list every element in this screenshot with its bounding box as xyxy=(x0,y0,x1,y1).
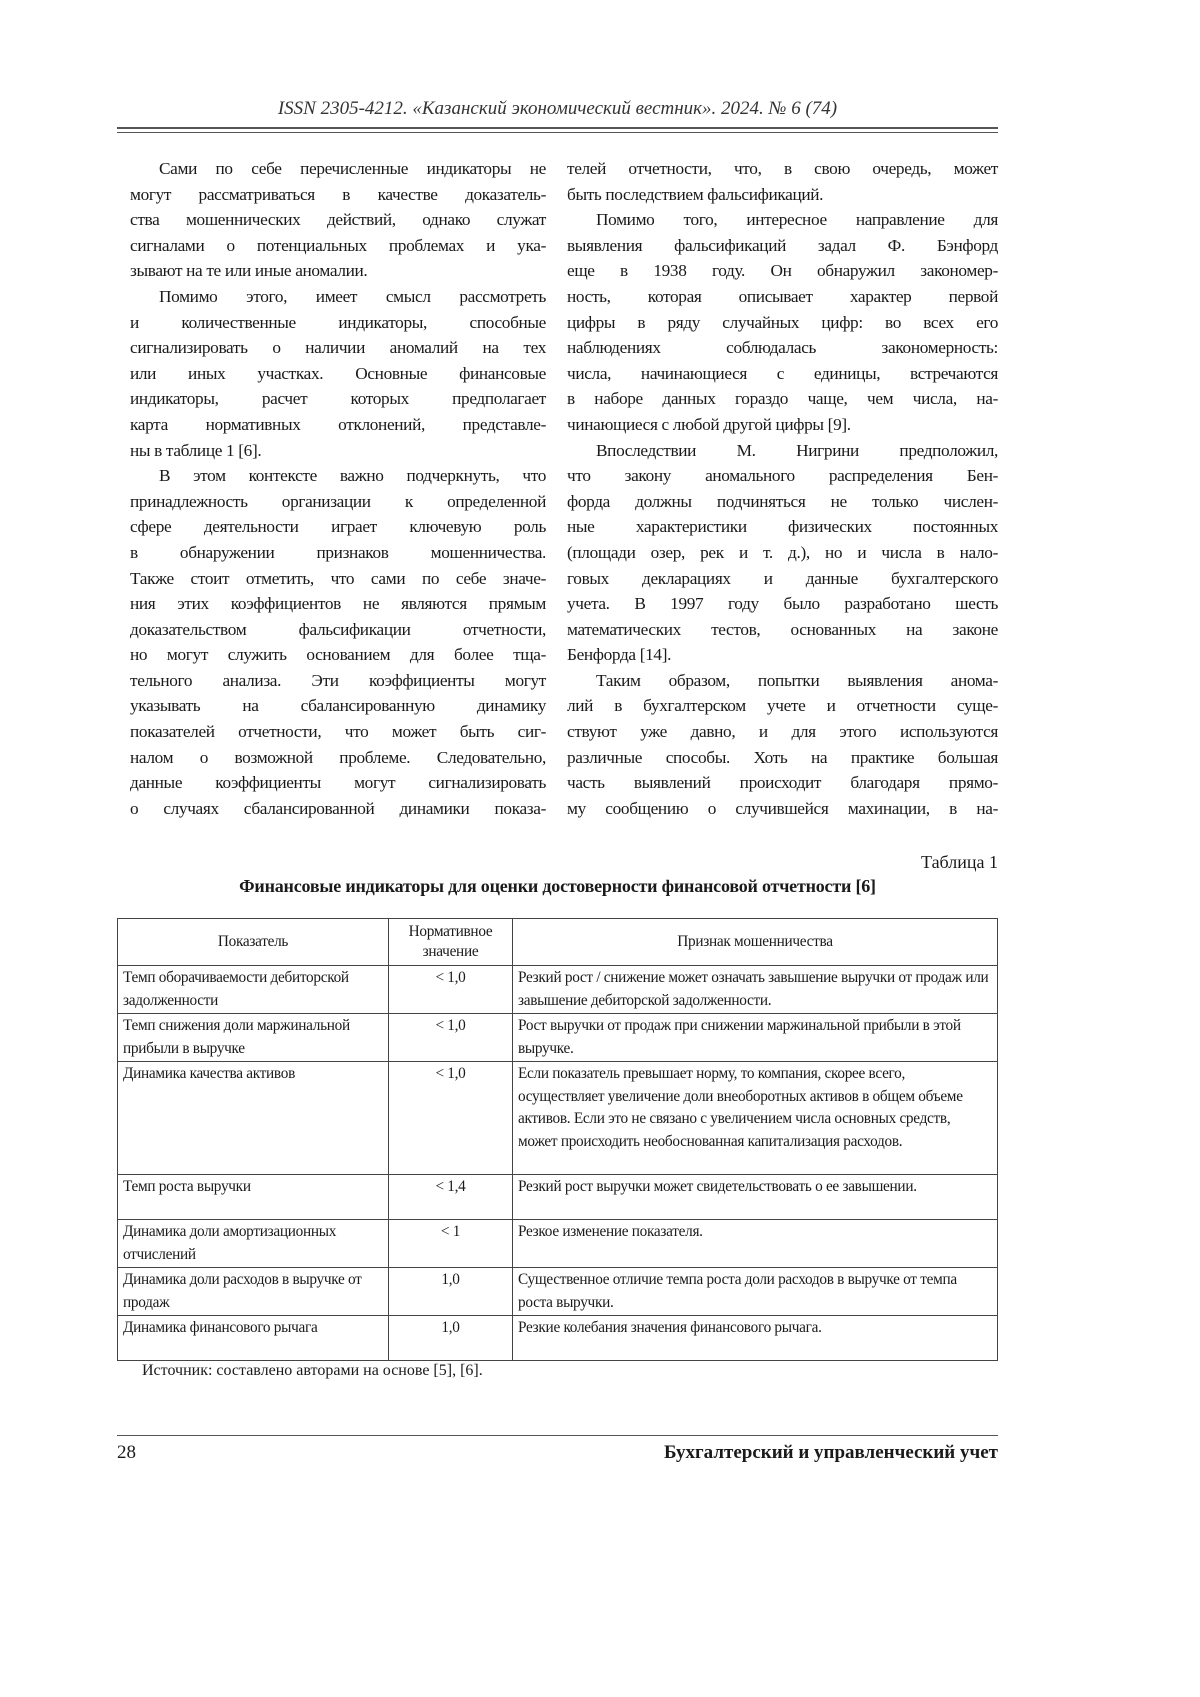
fraud-sign-cell: Резкое изменение показателя. xyxy=(513,1220,998,1268)
text-line: ствуют уже давно, и для этого используются xyxy=(567,722,998,742)
fraud-sign-cell: Резкий рост / снижение может означать завышение выручки от продаж или завышение дебиторской задолженности. xyxy=(513,966,998,1014)
table-header-row xyxy=(118,919,998,966)
text-line: доказательством фальсификации отчетности, xyxy=(130,619,546,639)
fraud-sign-cell: Существенное отличие темпа роста доли расходов в выручке от темпа роста выручки. xyxy=(513,1268,998,1316)
text-line: числа, начинающиеся с единицы, встречаются xyxy=(567,363,998,383)
indicator-cell: Темп оборачиваемости дебиторской задолженности xyxy=(118,966,389,1014)
table-row xyxy=(118,1220,998,1268)
text-line: му сообщению о случившейся махинации, в на- xyxy=(567,798,998,818)
text-line: различные способы. Хоть на практике большая xyxy=(567,747,998,767)
text-line: Сами по себе перечисленные индикаторы не xyxy=(159,159,546,178)
indicator-cell: Динамика доли расходов в выручке от продаж xyxy=(118,1268,389,1316)
text-line: лий в бухгалтерском учете и отчетности суще- xyxy=(567,696,998,716)
text-line: о случаях сбалансированной динамики показа- xyxy=(130,798,546,818)
table-row xyxy=(118,1014,998,1062)
text-line: ны в таблице 1 [6]. xyxy=(130,440,262,460)
left-text-column xyxy=(130,156,546,821)
text-line: в наборе данных гораздо чаще, чем числа, на- xyxy=(567,389,998,409)
right-text-column xyxy=(567,156,998,821)
text-line: цифры в ряду случайных цифр: во всех его xyxy=(567,312,998,332)
norm-cell: < 1,4 xyxy=(389,1175,513,1220)
table-row xyxy=(118,1062,998,1175)
text-line: Таким образом, попытки выявления анома- xyxy=(596,670,998,690)
norm-cell: < 1 xyxy=(389,1220,513,1268)
header-indicator: Показатель xyxy=(118,919,389,966)
text-line: ства мошеннических действий, однако служат xyxy=(130,210,546,230)
text-line: но могут служить основанием для более тща- xyxy=(130,645,546,665)
indicator-cell: Темп роста выручки xyxy=(118,1175,389,1220)
text-line: говых декларациях и данные бухгалтерского xyxy=(567,568,998,588)
text-line: В этом контексте важно подчеркнуть, что xyxy=(159,466,546,486)
table-row xyxy=(118,1316,998,1361)
text-line: еще в 1938 году. Он обнаружил закономер- xyxy=(567,261,998,281)
text-line: сфере деятельности играет ключевую роль xyxy=(130,517,546,537)
norm-cell: < 1,0 xyxy=(389,966,513,1014)
text-line: сигнализировать о наличии аномалий на тех xyxy=(130,338,546,358)
table-row xyxy=(118,1175,998,1220)
text-line: Бенфорда [14]. xyxy=(567,645,672,665)
norm-cell: < 1,0 xyxy=(389,1062,513,1175)
text-line: или иных участках. Основные финансовые xyxy=(130,363,546,383)
text-line: чинающиеся с любой другой цифры [9]. xyxy=(567,414,851,434)
text-line: индикаторы, расчет которых предполагает xyxy=(130,389,546,409)
indicators-table xyxy=(117,918,998,1361)
text-line: налом о возможной проблеме. Следовательно, xyxy=(130,747,546,767)
text-line: ность, которая описывает характер первой xyxy=(567,286,998,306)
section-title: Бухгалтерский и управленческий учет xyxy=(663,1442,998,1463)
norm-cell: 1,0 xyxy=(389,1268,513,1316)
indicator-cell: Динамика финансового рычага xyxy=(118,1316,389,1361)
norm-cell: 1,0 xyxy=(389,1316,513,1361)
text-line: тельного анализа. Эти коэффициенты могут xyxy=(130,670,546,690)
text-line: указывать на сбалансированную динамику xyxy=(130,696,546,716)
table-source: Источник: составлено авторами на основе [5], [6]. xyxy=(142,1362,483,1379)
text-line: зывают на те или иные аномалии. xyxy=(130,261,368,281)
text-line: карта нормативных отклонений, представле- xyxy=(130,414,546,434)
table-title: Финансовые индикаторы для оценки достоверности финансовой отчетности [6] xyxy=(239,876,876,896)
fraud-sign-cell: Если показатель превышает норму, то компания, скорее всего, осуществляет увеличение доли внеоборотных активов в общем объеме активов. Если это не связано с увеличением числа основных средств, может происходить необоснованная капитализация расходов. xyxy=(513,1062,998,1175)
indicator-cell: Динамика качества активов xyxy=(118,1062,389,1175)
text-line: сигналами о потенциальных проблемах и ука- xyxy=(130,235,546,255)
footer-rule xyxy=(117,1435,998,1436)
text-line: быть последствием фальсификаций. xyxy=(567,184,824,204)
text-line: и количественные индикаторы, способные xyxy=(130,312,546,332)
indicator-cell: Темп снижения доли маржинальной прибыли в выручке xyxy=(118,1014,389,1062)
text-line: данные коэффициенты могут сигнализировать xyxy=(130,773,546,793)
norm-cell: < 1,0 xyxy=(389,1014,513,1062)
header-rule-thin xyxy=(117,132,998,133)
table-caption: Таблица 1 xyxy=(921,852,998,872)
indicator-cell: Динамика доли амортизационных отчислений xyxy=(118,1220,389,1268)
text-line: Помимо того, интересное направление для xyxy=(596,210,998,230)
text-line: Впоследствии М. Нигрини предположил, xyxy=(596,440,998,460)
running-header: ISSN 2305-4212. «Казанский экономический вестник». 2024. № 6 (74) xyxy=(277,98,838,119)
fraud-sign-cell: Рост выручки от продаж при снижении маржинальной прибыли в этой выручке. xyxy=(513,1014,998,1062)
text-line: что закону аномального распределения Бен- xyxy=(567,466,998,486)
text-line: Также стоит отметить, что сами по себе значе- xyxy=(130,568,546,588)
header-norm: Нормативное значение xyxy=(389,919,513,966)
text-line: часть выявлений происходит благодаря прямо- xyxy=(567,773,998,793)
page-number: 28 xyxy=(117,1442,136,1463)
text-line: показателей отчетности, что может быть сиг- xyxy=(130,722,546,742)
header-fraud-sign: Признак мошенничества xyxy=(513,919,998,966)
text-line: ния этих коэффициентов не являются прямым xyxy=(130,594,546,614)
text-line: математических тестов, основанных на законе xyxy=(567,619,998,639)
text-line: учета. В 1997 году было разработано шесть xyxy=(567,594,998,614)
text-line: телей отчетности, что, в свою очередь, может xyxy=(567,159,998,178)
text-line: принадлежность организации к определенной xyxy=(130,491,546,511)
table-row xyxy=(118,1268,998,1316)
table-row xyxy=(118,966,998,1014)
header-rule xyxy=(117,127,998,129)
text-line: выявления фальсификаций задал Ф. Бэнфорд xyxy=(567,235,998,255)
text-line: ные характеристики физических постоянных xyxy=(567,517,998,537)
fraud-sign-cell: Резкий рост выручки может свидетельствовать о ее завышении. xyxy=(513,1175,998,1220)
text-line: могут рассматриваться в качестве доказатель- xyxy=(130,184,546,204)
text-line: Помимо этого, имеет смысл рассмотреть xyxy=(159,286,546,306)
text-line: в обнаружении признаков мошенничества. xyxy=(130,542,546,562)
text-line: (площади озер, рек и т. д.), но и числа в нало- xyxy=(567,542,998,562)
text-line: наблюдениях соблюдалась закономерность: xyxy=(567,338,998,358)
fraud-sign-cell: Резкие колебания значения финансового рычага. xyxy=(513,1316,998,1361)
text-line: форда должны подчиняться не только числен- xyxy=(567,491,998,511)
